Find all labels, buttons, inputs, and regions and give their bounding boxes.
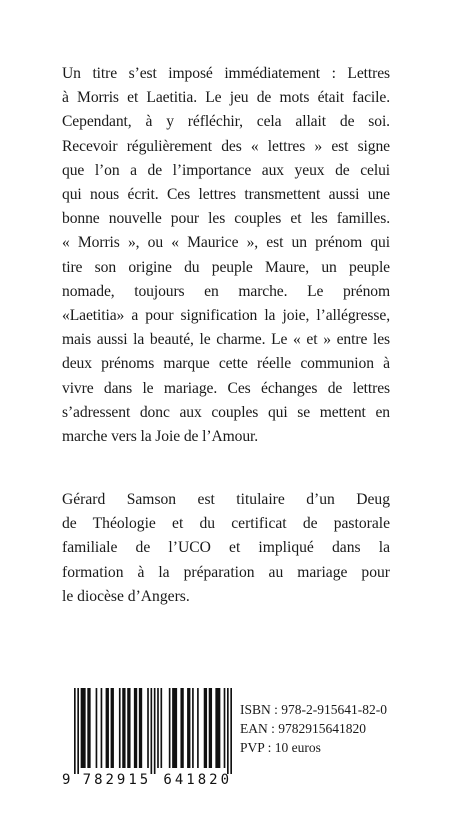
blurb-paragraph (62, 62, 390, 449)
barcode-bars (62, 688, 232, 774)
blurb-line: tire son origine du peuple Maure, un peuple (62, 258, 390, 276)
blurb-line: nomade, toujours en marche. Le prénom (62, 282, 390, 300)
bio-line: Gérard Samson est titulaire d’un Deug (62, 491, 390, 508)
blurb-line: Recevoir régulièrement des « lettres » est signe (62, 137, 390, 155)
blurb-line: «Laetitia» a pour signification la joie, l’allégresse, (62, 307, 390, 325)
barcode-bar (169, 688, 171, 768)
blurb-line: « Morris », ou « Maurice », est un prénom qui (62, 234, 390, 252)
barcode-bar (106, 688, 109, 768)
barcode-bar (87, 688, 90, 768)
barcode-bar (224, 688, 226, 768)
barcode-bar (81, 688, 86, 768)
blurb-line: Un titre s’est imposé immédiatement : Lettres (62, 65, 390, 82)
ean-text: EAN : 9782915641820 (240, 721, 366, 736)
barcode-digits-right: 641820 (163, 772, 232, 788)
blurb-line: que l’on a de l’importance aux yeux de celui (62, 161, 390, 179)
bio-line: de Théologie et du certificat de pastorale (62, 515, 390, 533)
blurb-line: qui nous écrit. Ces lettres transmettent aussi une (62, 186, 390, 204)
barcode-guard-bar (77, 688, 79, 774)
barcode-guard-bar (227, 688, 229, 774)
barcode-bar (139, 688, 142, 768)
blurb-line: à Morris et Laetitia. Le jeu de mots était facile. (62, 89, 390, 107)
bio-line: le diocèse d’Angers. (62, 587, 190, 605)
barcode-bar (127, 688, 130, 768)
barcode-bar (160, 688, 162, 768)
barcode-digits (62, 772, 232, 788)
bio-line: formation à la préparation au mariage pour (62, 563, 390, 581)
barcode-guard-bar (154, 688, 156, 774)
blurb-line: deux prénoms marque cette réelle communion à (62, 355, 390, 373)
barcode-digits-left: 782915 (82, 772, 152, 788)
barcode-guard-bar (74, 688, 76, 774)
barcode-bar (187, 688, 190, 768)
barcode-digit-first: 9 (62, 772, 71, 788)
blurb-line: vivre dans le mariage. Ces échanges de lettres (62, 379, 390, 397)
barcode-bar (215, 688, 220, 768)
barcode-bar (96, 688, 98, 768)
barcode (62, 688, 232, 792)
author-bio (62, 488, 390, 609)
bio-line: familiale de l’UCO et impliqué dans la (62, 539, 390, 557)
barcode-bar (111, 688, 114, 768)
barcode-bar (147, 688, 149, 768)
barcode-bar (134, 688, 137, 768)
blurb-line: mais aussi la beauté, le charme. Le « et » entre les (62, 331, 390, 349)
barcode-bar (192, 688, 194, 768)
barcode-bar (119, 688, 121, 768)
barcode-guard-bar (230, 688, 232, 774)
barcode-bar (101, 688, 103, 768)
barcode-bar (204, 688, 207, 768)
isbn-text: ISBN : 978-2-915641-82-0 (240, 702, 387, 717)
blurb-line: s’adressent donc aux couples qui se mettent en (62, 403, 390, 421)
barcode-guard-bar (151, 688, 153, 774)
barcode-bar (209, 688, 212, 768)
blurb-line: marche vers la Joie de l’Amour. (62, 428, 259, 446)
blurb-line: bonne nouvelle pour les couples et les familles. (62, 210, 390, 228)
barcode-bar (197, 688, 199, 768)
barcode-bar (157, 688, 159, 768)
barcode-bar (122, 688, 125, 768)
barcode-bar (172, 688, 177, 768)
price-text: PVP : 10 euros (240, 740, 321, 755)
book-metadata (240, 700, 387, 757)
barcode-bar (180, 688, 183, 768)
blurb-line: Cependant, à y réfléchir, cela allait de soi. (62, 113, 390, 131)
